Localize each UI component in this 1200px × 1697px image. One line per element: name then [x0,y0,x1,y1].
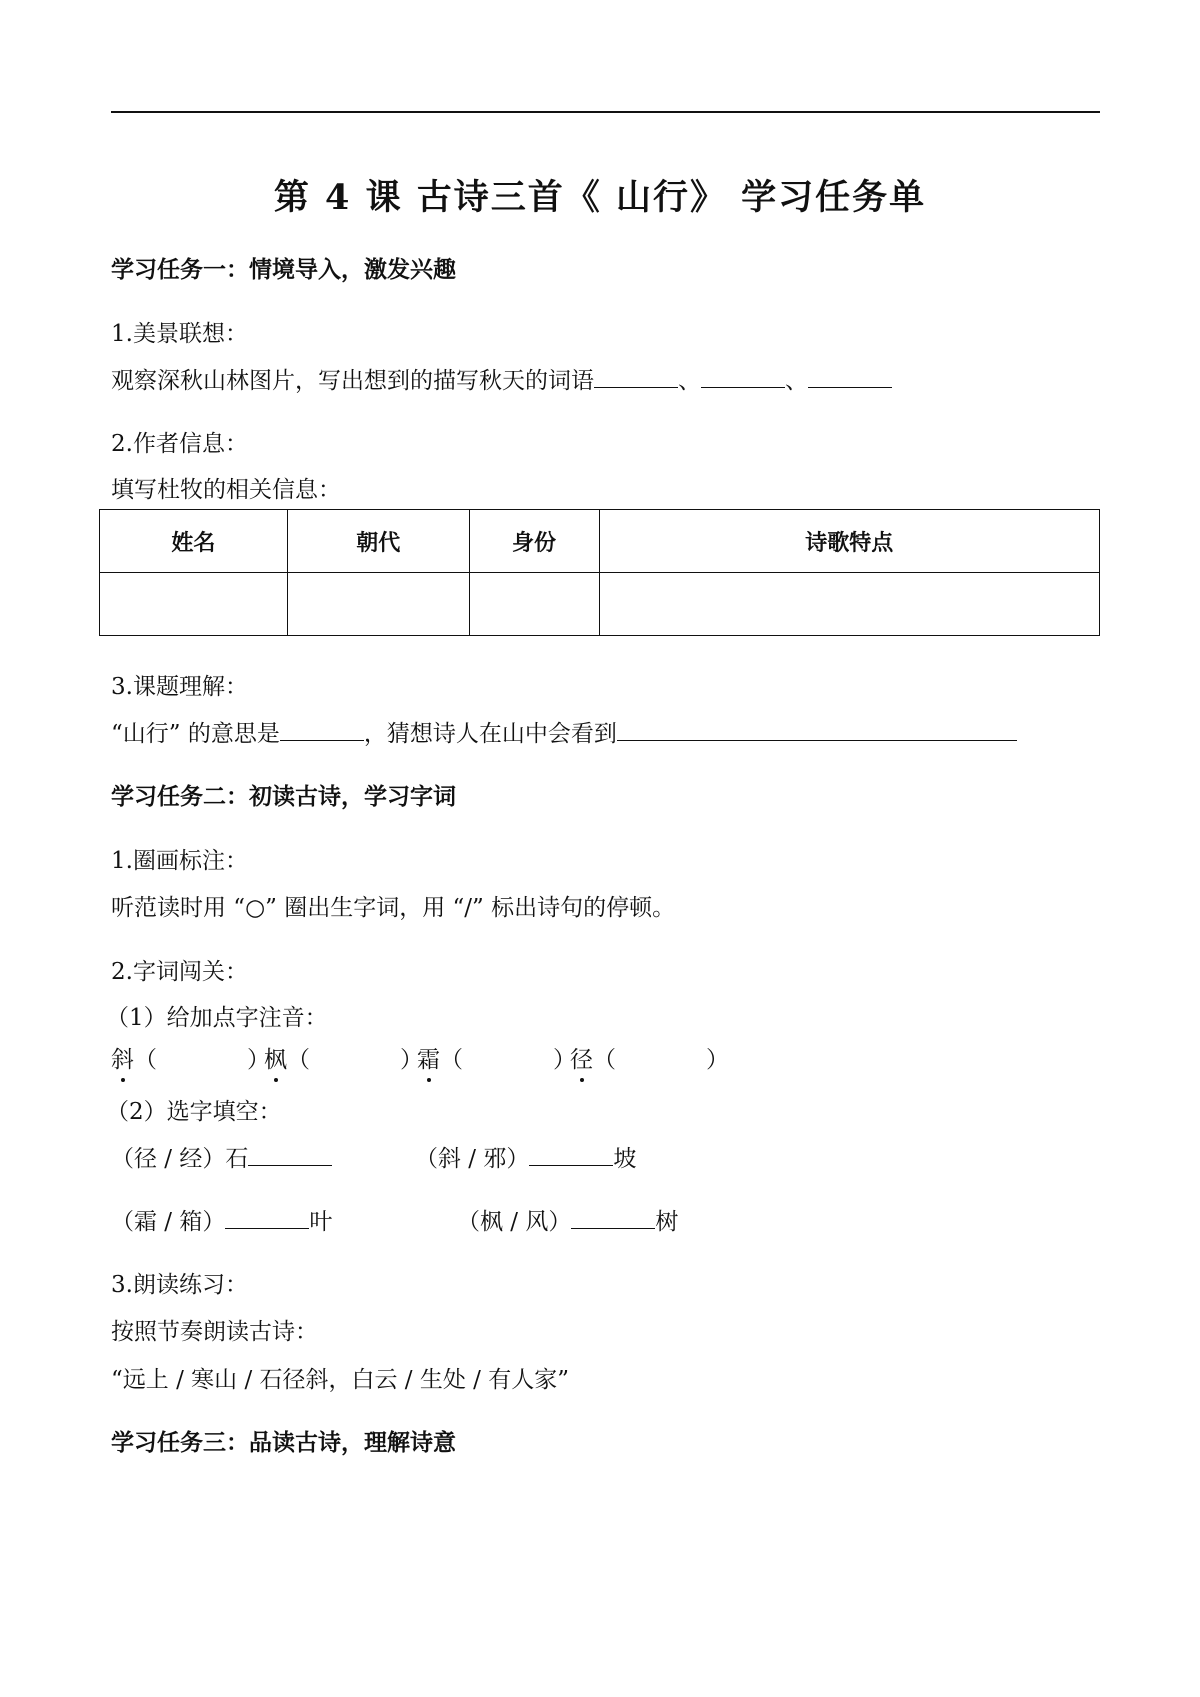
fill-after: 树 [655,1209,679,1235]
separator: 、 [785,368,808,394]
dotted-char: 径 [570,1041,593,1074]
fill-after: 叶 [309,1209,333,1235]
answer-blank[interactable] [594,365,678,388]
pinyin-bracket[interactable]: （ ） [593,1047,729,1073]
answer-cell[interactable] [100,573,288,636]
answer-blank[interactable] [701,365,785,388]
fill-choice: （径 / 经）石 [111,1146,249,1172]
separator: 、 [678,368,701,394]
task1-item3-label: 3.课题理解： [111,674,248,700]
fill-item [111,1140,332,1173]
task1-item3-text-b: ，猜想诗人在山中会看到 [363,721,617,747]
task2-heading: 学习任务二：初读古诗，学习字词 [111,783,456,810]
answer-blank[interactable] [617,718,1017,741]
fill-item [111,1203,332,1236]
task2-poem: “远上 / 寒山 / 石径斜，白云 / 生处 / 有人家” [111,1367,570,1393]
dotted-char: 霜 [417,1041,440,1074]
task2-sub1: （1）给加点字注音： [106,1005,328,1031]
answer-cell[interactable] [469,573,599,636]
answer-cell[interactable] [287,573,469,636]
task1-heading: 学习任务一：情境导入，激发兴趣 [111,256,456,283]
task1-item1-text: 观察深秋山林图片，写出想到的描写秋天的词语 [111,368,594,394]
answer-blank[interactable] [280,718,364,741]
task1-item2-text: 填写杜牧的相关信息： [111,477,341,503]
task2-item2-label: 2.字词闯关： [111,959,248,985]
answer-blank[interactable] [808,365,892,388]
answer-cell[interactable] [599,573,1100,636]
fill-choice: （枫 / 风） [457,1209,572,1235]
task2-sub2: （2）选字填空： [106,1099,282,1125]
task1-item3-text-a: “山行” 的意思是 [111,721,280,747]
task2-item1-text: 听范读时用 “○” 圈出生字词，用 “/” 标出诗句的停顿。 [111,895,676,921]
task1-item2-label: 2.作者信息： [111,431,248,457]
task2-item3-label: 3.朗读练习： [111,1272,248,1298]
table-answer-row [100,573,1100,636]
table-header-cell: 身份 [469,510,599,573]
table-header-cell: 朝代 [287,510,469,573]
answer-blank[interactable] [225,1206,309,1229]
task2-item1-label: 1.圈画标注： [111,848,248,874]
top-rule [111,111,1100,113]
task2-item3-text: 按照节奏朗读古诗： [111,1319,318,1345]
answer-blank[interactable] [529,1143,613,1166]
pinyin-bracket[interactable]: （ ） [440,1047,576,1073]
task1-item1-label: 1.美景联想： [111,321,248,347]
task3-heading: 学习任务三：品读古诗，理解诗意 [111,1429,456,1456]
table-header-row [100,510,1100,573]
task1-item1-line [111,362,892,395]
fill-after: 坡 [613,1146,637,1172]
author-info-table [99,509,1100,636]
pinyin-row [111,1041,729,1074]
dotted-char: 斜 [111,1041,134,1074]
pinyin-bracket[interactable]: （ ） [134,1047,270,1073]
answer-blank[interactable] [248,1143,332,1166]
table-header-cell: 姓名 [100,510,288,573]
fill-choice: （霜 / 箱） [111,1209,226,1235]
page-title: 第 4 课 古诗三首《 山行》 学习任务单 [273,177,927,218]
answer-blank[interactable] [571,1206,655,1229]
fill-choice: （斜 / 邪） [415,1146,530,1172]
fill-item [415,1140,636,1173]
pinyin-bracket[interactable]: （ ） [287,1047,423,1073]
dotted-char: 枫 [264,1041,287,1074]
table-header-cell: 诗歌特点 [599,510,1100,573]
task1-item3-line [111,715,1017,748]
fill-item [457,1203,678,1236]
